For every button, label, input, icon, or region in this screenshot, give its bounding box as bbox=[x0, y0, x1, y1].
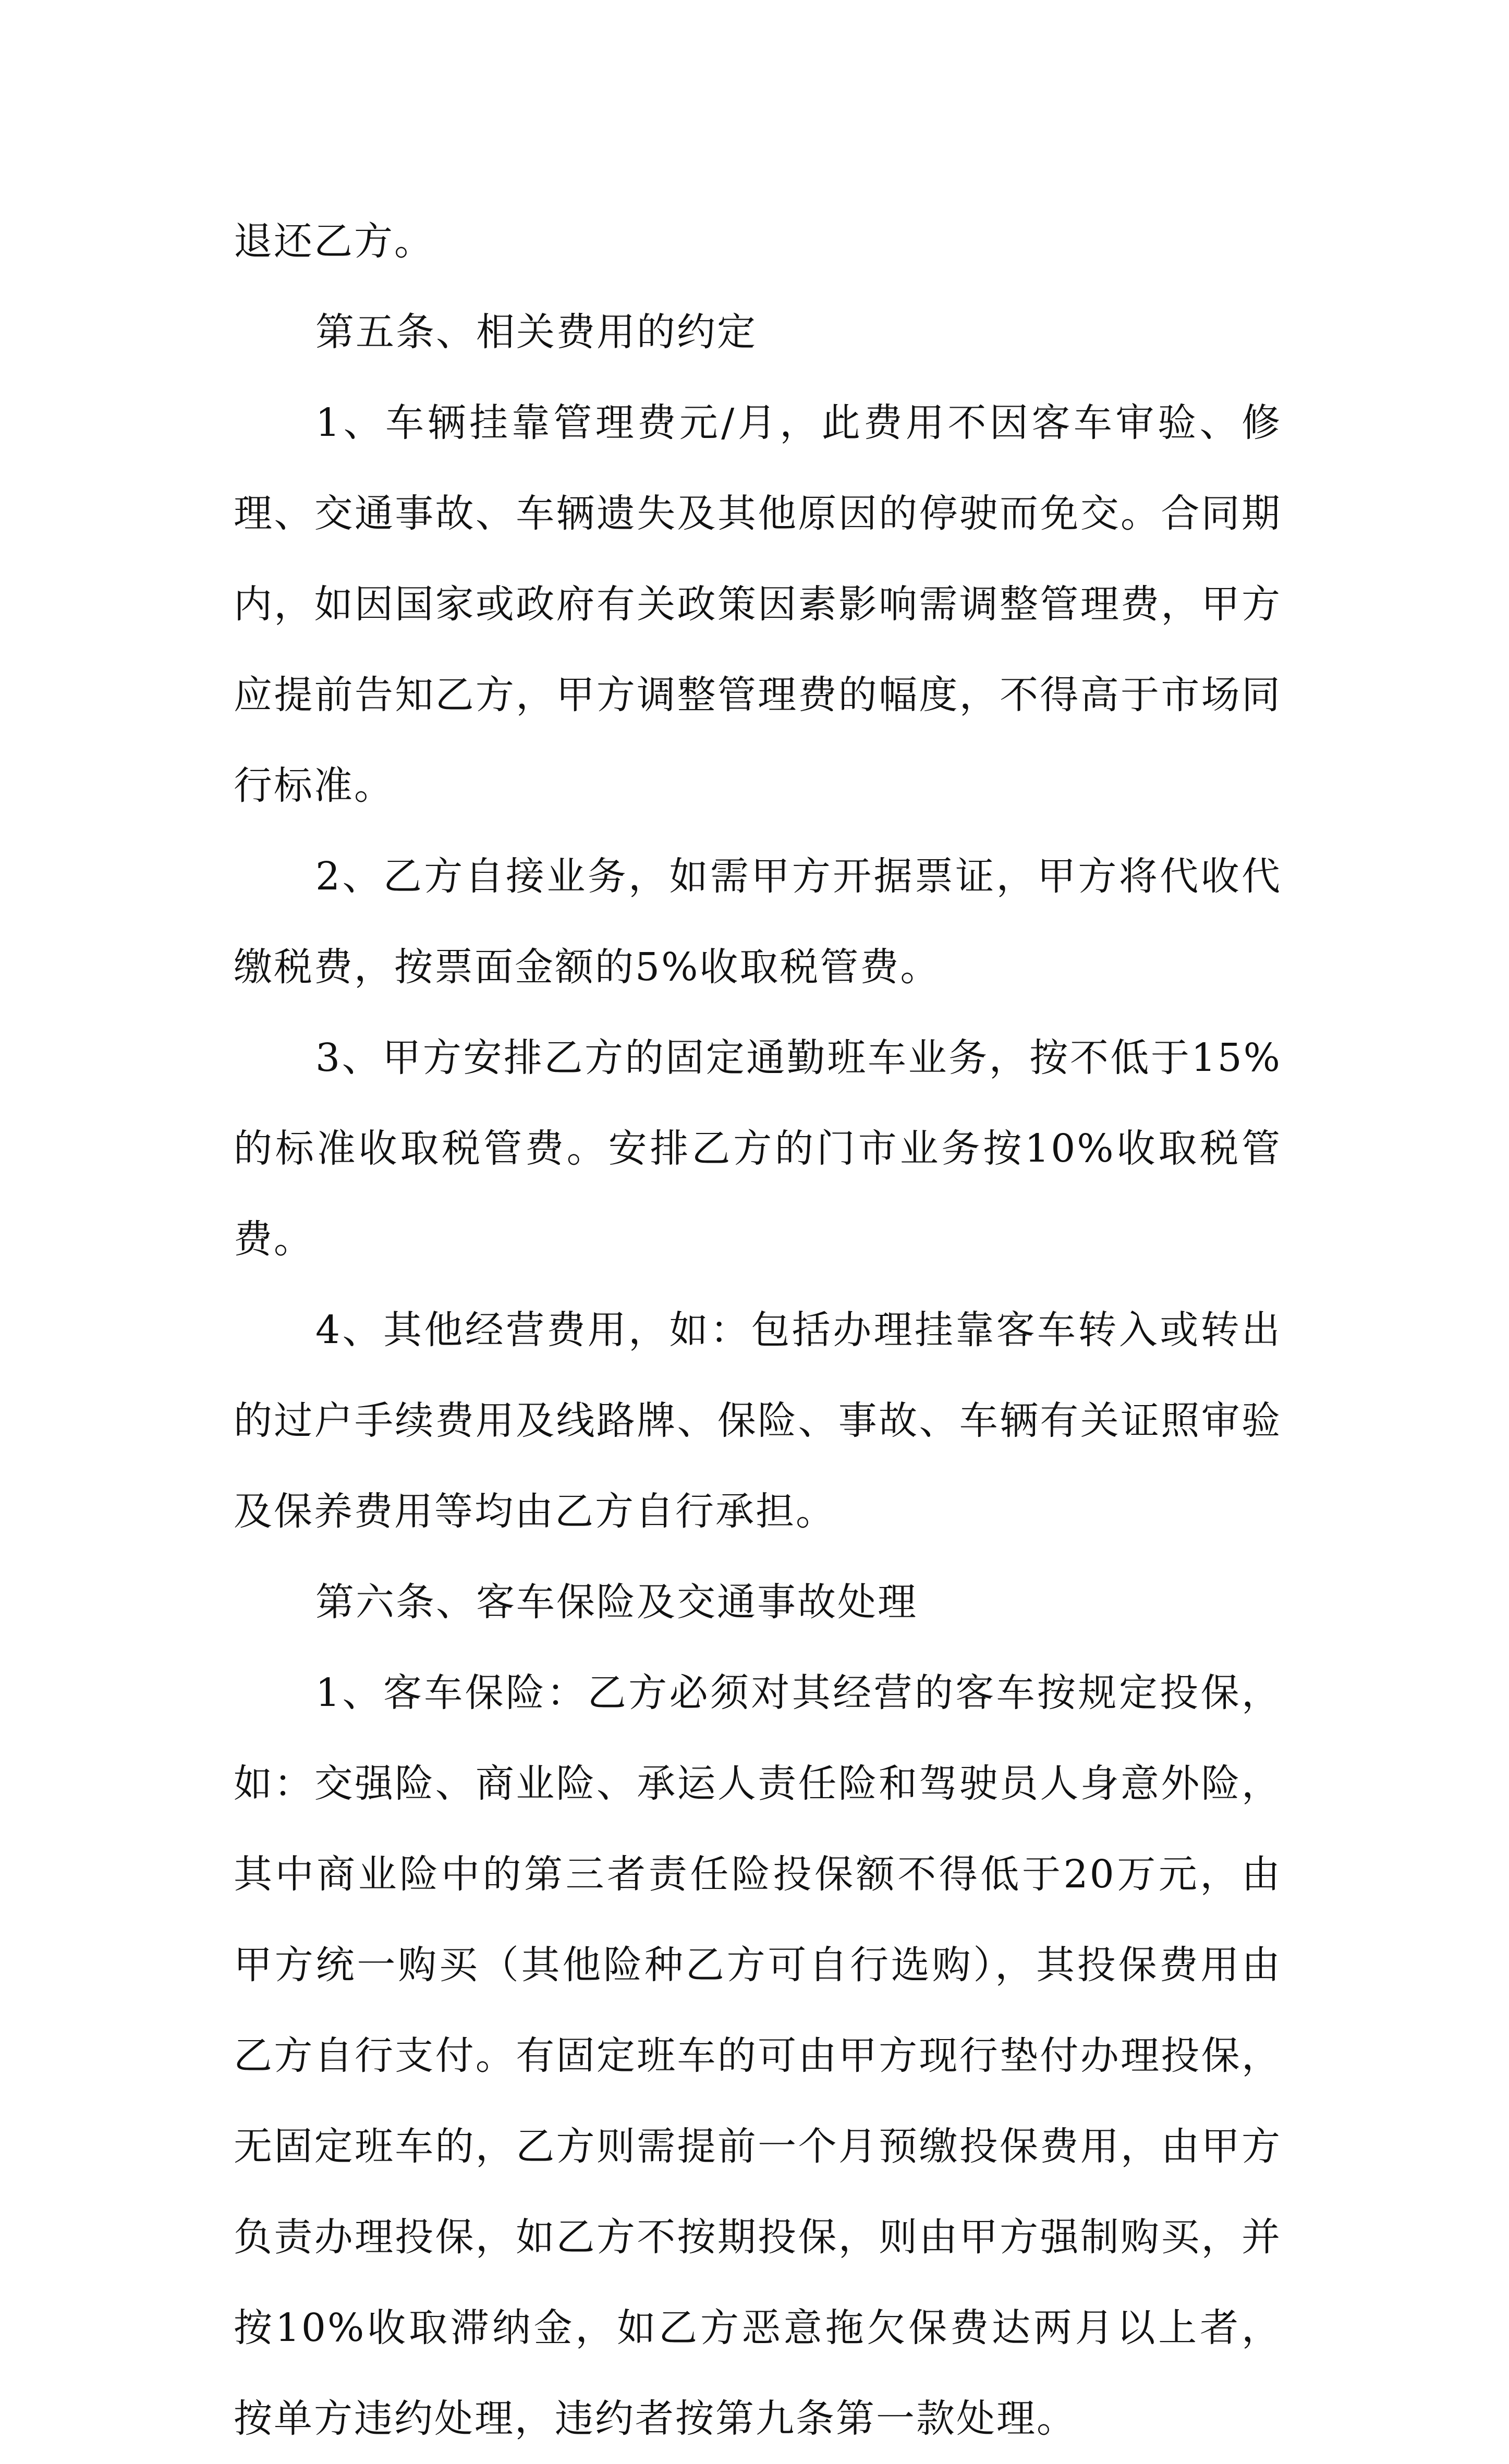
paragraph-return-to-party-b: 退还乙方。 bbox=[234, 219, 434, 264]
paragraph-5-4-other-fees: 4、其他经营费用，如：包括办理挂靠客车转入或转出的过户手续费用及线路牌、保险、事故、车辆有关证照审验及保养费用等均由乙方自行承担。 bbox=[234, 1308, 1282, 1534]
section-heading-article-5: 第五条、相关费用的约定 bbox=[315, 310, 757, 355]
section-heading-article-6: 第六条、客车保险及交通事故处理 bbox=[315, 1580, 918, 1625]
paragraph-6-1-insurance: 1、客车保险：乙方必须对其经营的客车按规定投保，如：交强险、商业险、承运人责任险和驾驶员人身意外险，其中商业险中的第三者责任险投保额不得低于20万元，由甲方统一购买（其他险种乙方可自行选购），其投保费用由乙方自行支付。有固定班车的可由甲方现行垫付办理投保，无固定班车的，乙方则需提前一个月预缴投保费用，由甲方负责办理投保，如乙方不按期投保，则由甲方强制购买，并按10%收取滞纳金，如乙方恶意拖欠保费达两月以上者，按单方违约处理，违约者按第九条第一款处理。 bbox=[234, 1670, 1282, 2441]
paragraph-5-1-management-fee: 1、车辆挂靠管理费元/月，此费用不因客车审验、修理、交通事故、车辆遗失及其他原因的停驶而免交。合同期内，如因国家或政府有关政策因素影响需调整管理费，甲方应提前告知乙方，甲方调整管理费的幅度，不得高于市场同行标准。 bbox=[234, 400, 1282, 808]
document-body bbox=[234, 196, 1282, 2464]
paragraph-5-3-commute-business: 3、甲方安排乙方的固定通勤班车业务，按不低于15%的标准收取税管费。安排乙方的门市业务按10%收取税管费。 bbox=[234, 1035, 1282, 1262]
paragraph-5-2-self-business: 2、乙方自接业务，如需甲方开据票证，甲方将代收代缴税费，按票面金额的5%收取税管费。 bbox=[234, 854, 1282, 990]
